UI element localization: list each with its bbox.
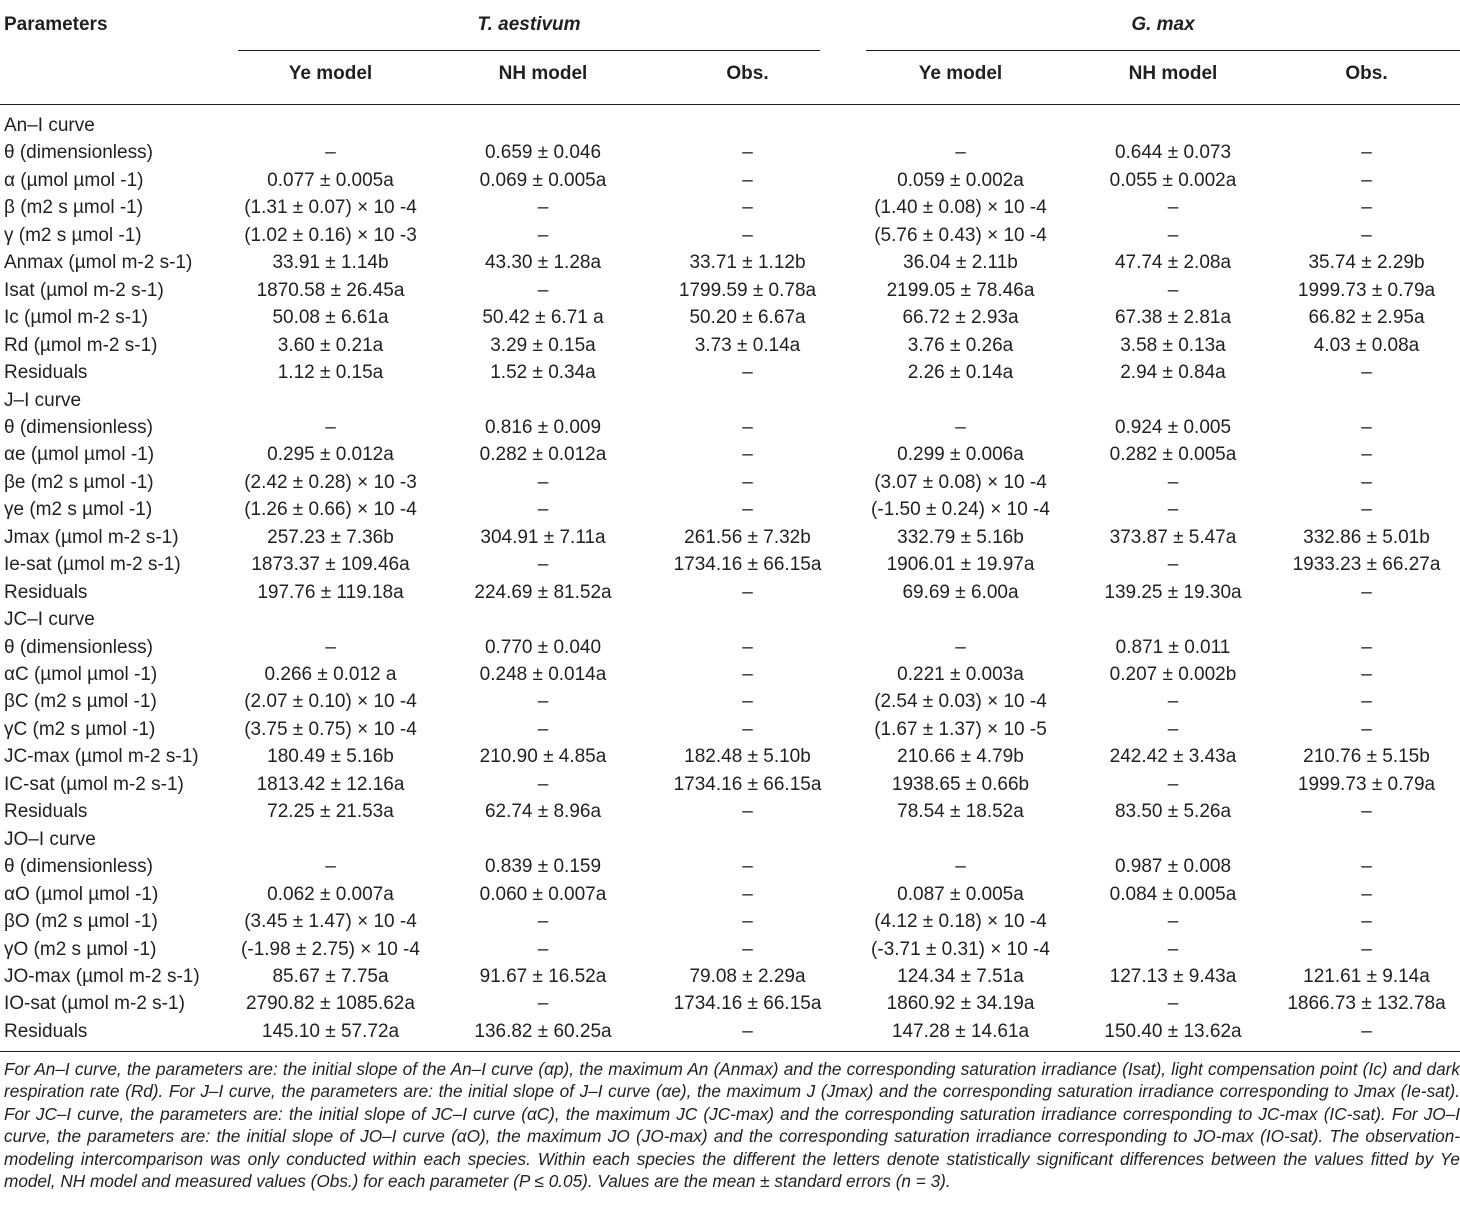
value-cell: – — [742, 499, 753, 521]
value-cell: 1999.73 ± 0.79a — [1297, 279, 1436, 301]
value-cell: 0.770 ± 0.040 — [484, 636, 602, 658]
value-cell: 0.282 ± 0.005a — [1109, 444, 1237, 466]
value-cell: – — [742, 1020, 753, 1042]
value-cell: 1734.16 ± 66.15a — [673, 554, 822, 576]
parameter-cell: Residuals — [4, 581, 88, 603]
value-cell: – — [1361, 197, 1372, 219]
header-bottom-rule — [0, 104, 1460, 105]
value-cell: (1.67 ± 1.37) × 10 -5 — [874, 718, 1047, 740]
value-cell: 3.60 ± 0.21a — [277, 334, 384, 356]
table-row — [0, 936, 1460, 963]
section-title: J–I curve — [4, 389, 82, 411]
value-cell: – — [742, 718, 753, 740]
value-cell: (1.40 ± 0.08) × 10 -4 — [874, 197, 1047, 219]
value-cell: – — [1167, 197, 1179, 219]
value-cell: – — [1361, 444, 1372, 466]
value-cell: (-1.50 ± 0.24) × 10 -4 — [871, 499, 1050, 521]
value-cell: 1999.73 ± 0.79a — [1297, 773, 1436, 795]
value-cell: – — [742, 444, 753, 466]
table-header-columns — [0, 63, 1460, 90]
value-cell: (2.54 ± 0.03) × 10 -4 — [874, 691, 1047, 713]
table-header-top — [0, 14, 1460, 41]
value-cell: – — [1167, 773, 1179, 795]
value-cell: 0.062 ± 0.007a — [267, 883, 394, 905]
value-cell: – — [955, 142, 966, 164]
value-cell: – — [1361, 581, 1372, 603]
parameter-cell: Ie-sat (µmol m-2 s-1) — [4, 554, 181, 576]
value-cell: 1.12 ± 0.15a — [277, 362, 384, 384]
col-header: Ye model — [918, 63, 1003, 84]
value-cell: (1.02 ± 0.16) × 10 -3 — [244, 224, 417, 246]
table-row — [0, 881, 1460, 908]
value-cell: – — [537, 691, 549, 713]
value-cell: 373.87 ± 5.47a — [1109, 526, 1237, 548]
parameter-cell: γe (m2 s µmol -1) — [4, 499, 153, 521]
value-cell: – — [1167, 911, 1179, 933]
value-cell: 79.08 ± 2.29a — [689, 965, 806, 987]
value-cell: 43.30 ± 1.28a — [484, 252, 602, 274]
value-cell: 0.207 ± 0.002b — [1109, 664, 1237, 685]
species-header-g-max: G. max — [1131, 14, 1195, 35]
value-cell: – — [742, 224, 753, 246]
value-cell: – — [1167, 499, 1179, 521]
value-cell: 145.10 ± 57.72a — [261, 1020, 400, 1042]
value-cell: 0.059 ± 0.002a — [897, 169, 1024, 191]
value-cell: – — [325, 636, 336, 658]
value-cell: 147.28 ± 14.61a — [891, 1020, 1030, 1042]
parameter-cell: θ (dimensionless) — [4, 636, 153, 658]
value-cell: – — [537, 197, 549, 219]
value-cell: 210.76 ± 5.15b — [1303, 746, 1430, 768]
value-cell: (4.12 ± 0.18) × 10 -4 — [874, 911, 1047, 933]
parameter-cell: α (µmol µmol -1) — [4, 169, 144, 191]
value-cell: – — [1361, 636, 1372, 658]
value-cell: 332.86 ± 5.01b — [1303, 526, 1430, 548]
value-cell: 304.91 ± 7.11a — [480, 526, 606, 548]
value-cell: 1866.73 ± 132.78a — [1287, 993, 1446, 1015]
value-cell: (2.42 ± 0.28) × 10 -3 — [244, 471, 417, 493]
table-row — [0, 853, 1460, 880]
value-cell: 91.67 ± 16.52a — [479, 965, 607, 987]
section-title: JC–I curve — [4, 609, 95, 631]
value-cell: – — [325, 416, 336, 438]
value-cell: 0.060 ± 0.007a — [479, 883, 607, 905]
parameter-cell: IO-sat (µmol m-2 s-1) — [4, 993, 185, 1015]
value-cell: – — [1361, 224, 1372, 246]
value-cell: – — [1361, 362, 1372, 384]
table-row — [0, 414, 1460, 441]
value-cell: – — [537, 224, 549, 246]
value-cell: – — [742, 636, 753, 658]
parameter-cell: βC (m2 s µmol -1) — [4, 691, 157, 713]
value-cell: 66.82 ± 2.95a — [1308, 307, 1425, 329]
parameter-cell: βe (m2 s µmol -1) — [4, 471, 154, 493]
value-cell: 1813.42 ± 12.16a — [256, 773, 405, 795]
value-cell: – — [537, 554, 549, 576]
value-cell: 72.25 ± 21.53a — [267, 801, 394, 823]
table-row — [0, 332, 1460, 359]
parameter-cell: θ (dimensionless) — [4, 856, 153, 878]
table-row — [0, 798, 1460, 825]
col-header: NH model — [1128, 63, 1218, 84]
section-title: JO–I curve — [4, 828, 96, 850]
value-cell: 0.644 ± 0.073 — [1114, 142, 1232, 164]
parameter-cell: βO (m2 s µmol -1) — [4, 911, 158, 933]
value-cell: 124.34 ± 7.51a — [897, 965, 1024, 987]
parameter-cell: αO (µmol µmol -1) — [4, 883, 159, 905]
value-cell: 180.49 ± 5.16b — [267, 746, 394, 768]
value-cell: – — [742, 911, 753, 933]
value-cell: 261.56 ± 7.32b — [684, 526, 811, 548]
parameter-cell: γC (m2 s µmol -1) — [4, 718, 156, 740]
value-cell: 0.221 ± 0.003a — [897, 664, 1024, 685]
value-cell: 3.29 ± 0.15a — [490, 334, 596, 356]
table-row — [0, 441, 1460, 468]
value-cell: – — [1167, 471, 1179, 493]
value-cell: 50.42 ± 6.71 a — [482, 307, 604, 329]
table-row — [0, 661, 1460, 688]
value-cell: – — [742, 471, 753, 493]
value-cell: 1906.01 ± 19.97a — [886, 554, 1035, 576]
value-cell: 136.82 ± 60.25a — [474, 1020, 612, 1042]
table-bottom-rule — [0, 1051, 1460, 1052]
table-row — [0, 469, 1460, 496]
value-cell: – — [1361, 691, 1372, 713]
value-cell: (2.07 ± 0.10) × 10 -4 — [244, 691, 417, 713]
value-cell: 121.61 ± 9.14a — [1303, 965, 1430, 987]
value-cell: 0.659 ± 0.046 — [484, 142, 602, 164]
table-row — [0, 551, 1460, 578]
value-cell: – — [537, 471, 549, 493]
value-cell: – — [325, 142, 336, 164]
value-cell: – — [325, 856, 336, 878]
value-cell: – — [537, 279, 549, 301]
value-cell: – — [1361, 416, 1372, 438]
col-header: NH model — [498, 63, 588, 84]
value-cell: (-3.71 ± 0.31) × 10 -4 — [871, 938, 1050, 960]
table-row — [0, 249, 1460, 276]
species-rule-t-aestivum — [238, 50, 820, 51]
value-cell: 50.08 ± 6.61a — [272, 307, 389, 329]
parameter-cell: Residuals — [4, 1020, 88, 1042]
col-header: Ye model — [288, 63, 373, 84]
parameter-cell: JO-max (µmol m-2 s-1) — [4, 965, 200, 987]
value-cell: 224.69 ± 81.52a — [474, 581, 612, 603]
value-cell: 0.871 ± 0.011 — [1115, 636, 1231, 658]
table-row — [0, 634, 1460, 661]
value-cell: – — [742, 856, 753, 878]
value-cell: 0.839 ± 0.159 — [484, 856, 602, 878]
value-cell: 2.94 ± 0.84a — [1120, 362, 1226, 384]
table-row — [0, 963, 1460, 990]
table-row — [0, 743, 1460, 770]
value-cell: 257.23 ± 7.36b — [267, 526, 394, 548]
value-cell: – — [1167, 279, 1179, 301]
value-cell: – — [742, 416, 753, 438]
value-cell: – — [955, 416, 966, 438]
value-cell: – — [537, 718, 549, 740]
value-cell: 197.76 ± 119.18a — [257, 581, 404, 603]
table-row — [0, 524, 1460, 551]
parameter-cell: αC (µmol µmol -1) — [4, 664, 158, 685]
value-cell: – — [1167, 938, 1179, 960]
value-cell: (3.07 ± 0.08) × 10 -4 — [874, 471, 1047, 493]
parameter-cell: αe (µmol µmol -1) — [4, 444, 155, 466]
value-cell: 3.58 ± 0.13a — [1120, 334, 1226, 356]
section-title: An–I curve — [4, 115, 95, 136]
col-header-parameters: Parameters — [4, 14, 108, 35]
value-cell: – — [1167, 718, 1179, 740]
value-cell: (3.75 ± 0.75) × 10 -4 — [244, 718, 417, 740]
value-cell: 210.66 ± 4.79b — [897, 746, 1024, 768]
value-cell: 0.924 ± 0.005 — [1114, 416, 1232, 438]
value-cell: (3.45 ± 1.47) × 10 -4 — [244, 911, 417, 933]
value-cell: – — [1361, 856, 1372, 878]
parameter-cell: JC-max (µmol m-2 s-1) — [4, 746, 199, 768]
value-cell: 69.69 ± 6.00a — [902, 581, 1019, 603]
parameter-cell: IC-sat (µmol m-2 s-1) — [4, 773, 184, 795]
value-cell: – — [537, 499, 549, 521]
value-cell: – — [1361, 883, 1372, 905]
table-row — [0, 194, 1460, 221]
value-cell: – — [742, 938, 753, 960]
col-header: Obs. — [726, 63, 769, 84]
table-row — [0, 771, 1460, 798]
value-cell: 242.42 ± 3.43a — [1109, 746, 1237, 768]
value-cell: 3.76 ± 0.26a — [907, 334, 1014, 356]
value-cell: – — [537, 773, 549, 795]
value-cell: – — [537, 938, 549, 960]
value-cell: – — [1167, 554, 1179, 576]
value-cell: 2199.05 ± 78.46a — [886, 279, 1035, 301]
value-cell: – — [1361, 142, 1372, 164]
value-cell: 0.987 ± 0.008 — [1114, 856, 1232, 878]
value-cell: – — [1361, 1020, 1372, 1042]
value-cell: – — [537, 911, 549, 933]
value-cell: 78.54 ± 18.52a — [897, 801, 1024, 823]
table-row — [0, 1018, 1460, 1045]
value-cell: 36.04 ± 2.11b — [903, 252, 1018, 274]
value-cell: 332.79 ± 5.16b — [897, 526, 1024, 548]
value-cell: 210.90 ± 4.85a — [479, 746, 607, 768]
value-cell: – — [955, 636, 966, 658]
value-cell: 0.266 ± 0.012 a — [264, 664, 397, 685]
value-cell: 2790.82 ± 1085.62a — [246, 993, 415, 1015]
value-cell: 182.48 ± 5.10b — [684, 746, 811, 768]
value-cell: 0.282 ± 0.012a — [479, 444, 607, 466]
species-header-t-aestivum: T. aestivum — [477, 14, 581, 35]
value-cell: 1860.92 ± 34.19a — [886, 993, 1035, 1015]
parameter-cell: Ic (µmol m-2 s-1) — [4, 307, 148, 329]
value-cell: – — [742, 169, 753, 191]
value-cell: – — [1361, 801, 1372, 823]
parameter-cell: γO (m2 s µmol -1) — [4, 938, 157, 960]
value-cell: 0.299 ± 0.006a — [897, 444, 1024, 466]
value-cell: 1734.16 ± 66.15a — [673, 993, 822, 1015]
value-cell: – — [742, 362, 753, 384]
value-cell: 83.50 ± 5.26a — [1114, 801, 1232, 823]
value-cell: – — [1361, 664, 1372, 685]
value-cell: 33.91 ± 1.14b — [272, 252, 389, 274]
value-cell: – — [1361, 499, 1372, 521]
value-cell: 85.67 ± 7.75a — [272, 965, 389, 987]
value-cell: 127.13 ± 9.43a — [1109, 965, 1237, 987]
table-row — [0, 277, 1460, 304]
value-cell: – — [1361, 911, 1372, 933]
value-cell: – — [1361, 718, 1372, 740]
value-cell: – — [742, 197, 753, 219]
parameter-cell: β (m2 s µmol -1) — [4, 197, 144, 219]
species-rule-g-max — [866, 50, 1460, 51]
parameter-cell: Isat (µmol m-2 s-1) — [4, 279, 164, 301]
value-cell: 62.74 ± 8.96a — [484, 801, 602, 823]
value-cell: 0.295 ± 0.012a — [267, 444, 394, 466]
value-cell: – — [742, 142, 753, 164]
value-cell: 150.40 ± 13.62a — [1104, 1020, 1242, 1042]
section-title-row — [0, 826, 1460, 853]
section-title-row — [0, 606, 1460, 633]
table-footnote: For An–I curve, the parameters are: the initial slope of the An–I curve (αp), the maximum An (Anmax) and the corresponding saturation irradiance (Isat), light compensation point (Ic) and dark respiration rate (Rd). For J–I curve, the parameters are: the initial slope of J–I curve (αe), the maximum J (Jmax) and the corresponding saturation irradiance corresponding to Jmax (Ie-sat). For JC–I curve, the parameters are: the initial slope of JC–I curve (αC), the maximum JC (JC-max) and the corresponding saturation irradiance corresponding to JC-max (IC-sat). For JO–I curve, the parameters are: the initial slope of JO–I curve (αO), the maximum JO (JO-max) and the corresponding saturation irradiance corresponding to JO-max (IO-sat). The observation-modeling intercomparison was only conducted within each species. Within each species the different the letters denote statistically significant differences between the values fitted by Ye model, NH model and measured values (Obs.) for each parameter (P ≤ 0.05). Values are the mean ± standard errors (n = 3). — [4, 1059, 1460, 1192]
value-cell: – — [537, 993, 549, 1015]
value-cell: 0.055 ± 0.002a — [1109, 169, 1237, 191]
value-cell: – — [742, 664, 753, 685]
value-cell: 1873.37 ± 109.46a — [251, 554, 410, 576]
table-row — [0, 139, 1460, 166]
value-cell: (1.31 ± 0.07) × 10 -4 — [244, 197, 417, 219]
value-cell: 35.74 ± 2.29b — [1308, 252, 1425, 274]
parameter-cell: Residuals — [4, 362, 88, 384]
value-cell: 0.816 ± 0.009 — [484, 416, 602, 438]
value-cell: 3.73 ± 0.14a — [694, 334, 801, 356]
table-row — [0, 579, 1460, 606]
parameter-cell: Jmax (µmol m-2 s-1) — [4, 526, 179, 548]
value-cell: 67.38 ± 2.81a — [1114, 307, 1232, 329]
table-row — [0, 359, 1460, 386]
col-header: Obs. — [1345, 63, 1388, 84]
value-cell: 1933.23 ± 66.27a — [1292, 554, 1441, 576]
value-cell: – — [742, 883, 753, 905]
value-cell: – — [955, 856, 966, 878]
table-row — [0, 222, 1460, 249]
table-row — [0, 167, 1460, 194]
table-row — [0, 716, 1460, 743]
parameter-cell: γ (m2 s µmol -1) — [4, 224, 142, 246]
value-cell: 66.72 ± 2.93a — [902, 307, 1019, 329]
table-row — [0, 908, 1460, 935]
value-cell: – — [1361, 169, 1372, 191]
value-cell: 47.74 ± 2.08a — [1114, 252, 1232, 274]
value-cell: 0.248 ± 0.014a — [479, 664, 607, 685]
value-cell: – — [742, 801, 753, 823]
value-cell: 0.077 ± 0.005a — [267, 169, 394, 191]
table-row — [0, 990, 1460, 1017]
value-cell: (1.26 ± 0.66) × 10 -4 — [244, 499, 417, 521]
section-title-row — [0, 387, 1460, 414]
parameter-cell: Anmax (µmol m-2 s-1) — [4, 252, 193, 274]
value-cell: – — [742, 581, 753, 603]
table-row — [0, 688, 1460, 715]
value-cell: 1.52 ± 0.34a — [490, 362, 596, 384]
value-cell: – — [742, 691, 753, 713]
parameter-cell: Rd (µmol m-2 s-1) — [4, 334, 158, 356]
value-cell: 50.20 ± 6.67a — [689, 307, 806, 329]
value-cell: 0.069 ± 0.005a — [479, 169, 607, 191]
table-row — [0, 496, 1460, 523]
parameter-cell: Residuals — [4, 801, 88, 823]
value-cell: 2.26 ± 0.14a — [907, 362, 1014, 384]
value-cell: – — [1167, 691, 1179, 713]
section-title-row — [0, 112, 1460, 139]
value-cell: 1938.65 ± 0.66b — [891, 773, 1030, 795]
value-cell: 0.087 ± 0.005a — [897, 883, 1024, 905]
value-cell: 4.03 ± 0.08a — [1313, 334, 1420, 356]
value-cell: – — [1167, 224, 1179, 246]
parameter-cell: θ (dimensionless) — [4, 142, 153, 164]
value-cell: 33.71 ± 1.12b — [689, 252, 806, 274]
value-cell: 1734.16 ± 66.15a — [673, 773, 822, 795]
value-cell: 0.084 ± 0.005a — [1109, 883, 1237, 905]
value-cell: – — [1167, 993, 1179, 1015]
parameter-cell: θ (dimensionless) — [4, 416, 153, 438]
value-cell: 139.25 ± 19.30a — [1104, 581, 1242, 603]
value-cell: (5.76 ± 0.43) × 10 -4 — [874, 224, 1047, 246]
value-cell: 1870.58 ± 26.45a — [256, 279, 405, 301]
value-cell: (-1.98 ± 2.75) × 10 -4 — [241, 938, 420, 960]
value-cell: – — [1361, 938, 1372, 960]
table-row — [0, 304, 1460, 331]
value-cell: 1799.59 ± 0.78a — [678, 279, 817, 301]
value-cell: – — [1361, 471, 1372, 493]
